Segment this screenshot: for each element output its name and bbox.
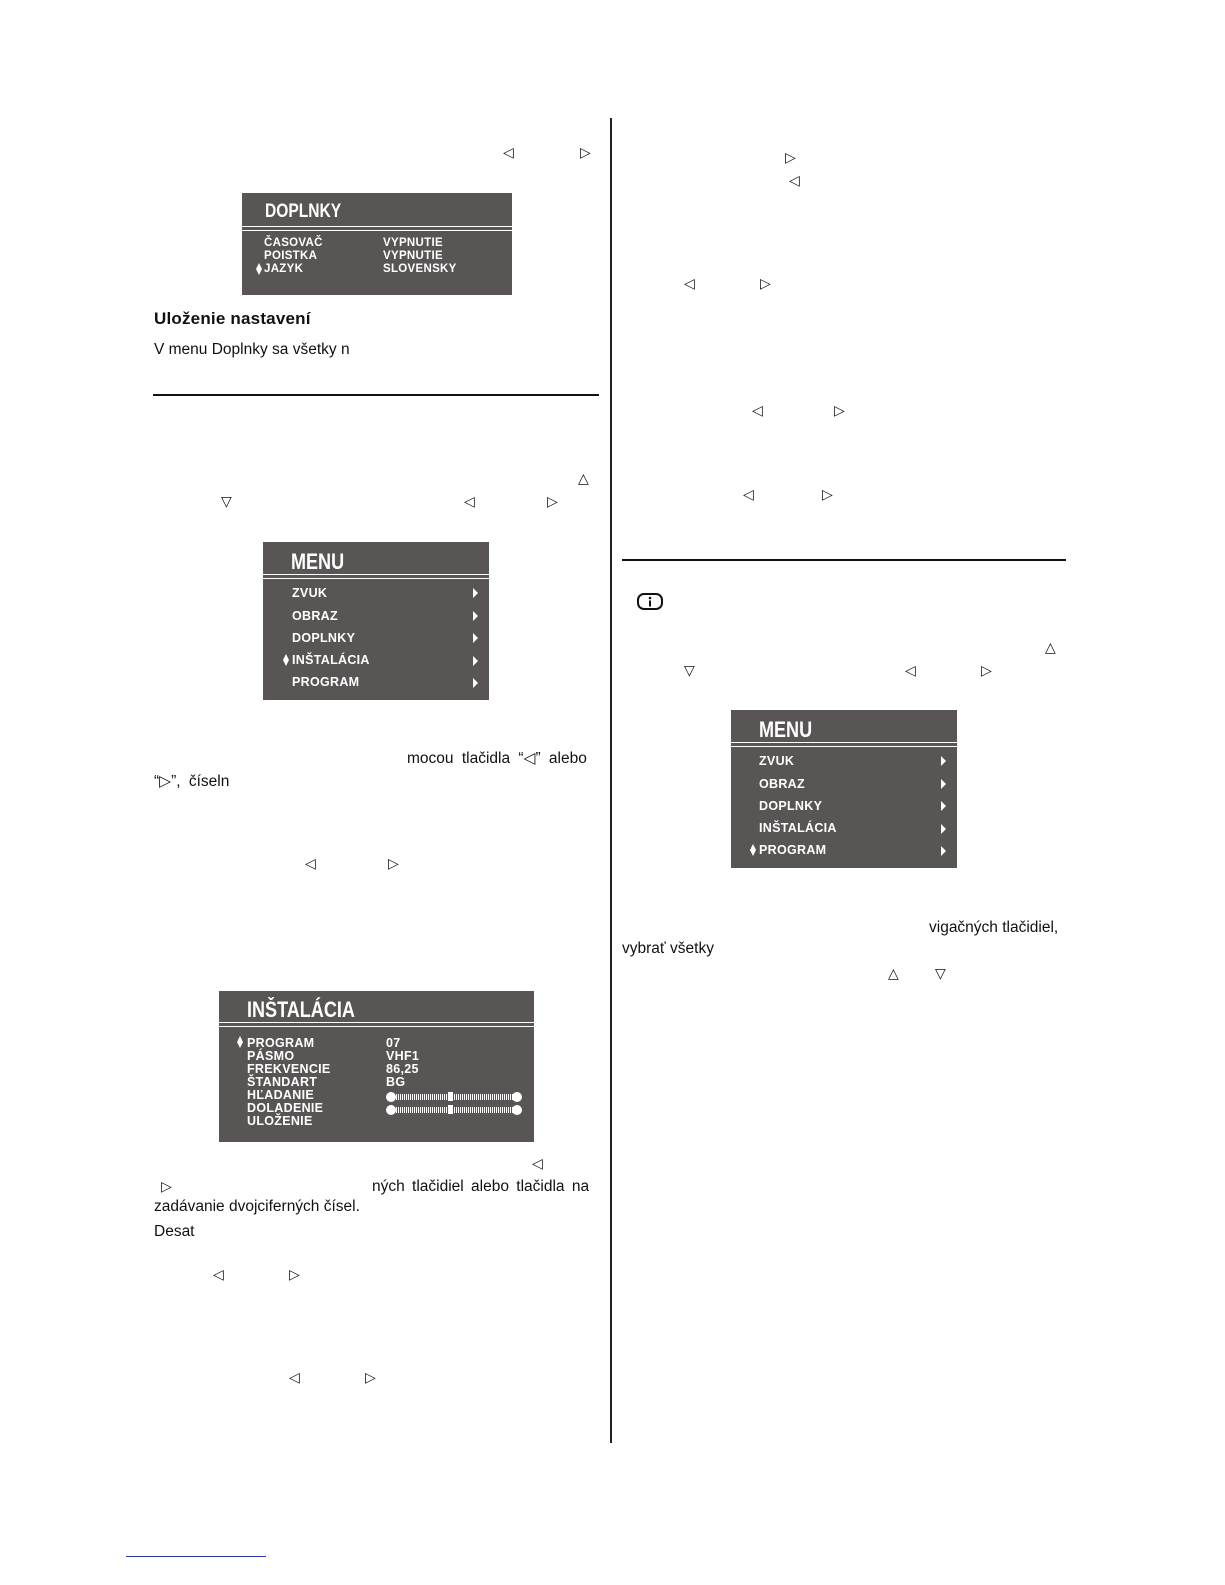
slider-minus-cap-icon [386, 1105, 396, 1115]
osd-item-value: VYPNUTIE [383, 250, 443, 262]
menu-item-doplnky: DOPLNKY [759, 799, 823, 813]
slider-plus-cap-icon [512, 1105, 522, 1115]
down-arrow-icon: ▽ [221, 494, 232, 510]
osd-instalacia [219, 991, 534, 1142]
menu-item-obraz: OBRAZ [292, 609, 338, 623]
osd-item-label: ČASOVAČ [264, 237, 323, 249]
osd-title: INŠTALÁCIA [247, 997, 355, 1022]
left-arrow-icon: ◁ [743, 487, 754, 503]
osd-menu-program-selected [731, 710, 957, 868]
search-slider [386, 1092, 522, 1102]
section-rule-right [622, 559, 1066, 561]
menu-item-program: PROGRAM [759, 843, 827, 857]
paragraph: vigačných tlačidiel, [929, 919, 1059, 936]
osd-title: MENU [759, 717, 813, 742]
left-arrow-icon: ◁ [752, 403, 763, 419]
left-arrow-icon: ◁ [789, 173, 800, 189]
menu-item-zvuk: ZVUK [292, 586, 328, 600]
osd-doplnky [242, 193, 512, 295]
right-arrow-icon: ▷ [388, 856, 399, 872]
install-item-value: VHF1 [386, 1049, 420, 1063]
right-arrow-icon: ▷ [289, 1267, 300, 1283]
left-arrow-icon: ◁ [684, 276, 695, 292]
install-item-label: ULOŽENIE [247, 1114, 313, 1128]
left-arrow-icon: ◁ [532, 1156, 543, 1172]
up-arrow-icon: △ [578, 471, 589, 487]
osd-title: MENU [291, 549, 345, 574]
osd-item-label: POISTKA [264, 250, 318, 262]
selection-cursor-icon [256, 263, 262, 275]
osd-item-value: VYPNUTIE [383, 237, 443, 249]
selection-cursor-icon [750, 844, 756, 856]
paragraph: Desat [154, 1223, 195, 1240]
submenu-arrow-icon [473, 656, 478, 666]
right-arrow-icon: ▷ [834, 403, 845, 419]
install-item-value: 86,25 [386, 1062, 419, 1076]
submenu-arrow-icon [941, 756, 946, 766]
down-arrow-icon: ▽ [684, 663, 695, 679]
right-arrow-icon: ▷ [365, 1370, 376, 1386]
submenu-arrow-icon [473, 611, 478, 621]
slider-plus-cap-icon [512, 1092, 522, 1102]
paragraph: mocou tlačidla “◁” alebo [407, 750, 587, 767]
paragraph: vybrať všetky [622, 940, 714, 957]
slider-thumb [447, 1091, 454, 1102]
right-arrow-icon: ▷ [981, 663, 992, 679]
paragraph: zadávanie dvojciferných čísel. [154, 1198, 360, 1215]
paragraph: V menu Doplnky sa všetky n [154, 341, 350, 358]
right-arrow-icon: ▷ [785, 150, 796, 166]
submenu-arrow-icon [941, 824, 946, 834]
submenu-arrow-icon [473, 678, 478, 688]
submenu-arrow-icon [473, 633, 478, 643]
paragraph: “▷”, číseln [154, 773, 230, 790]
install-item-label: DOLADENIE [247, 1101, 324, 1115]
up-arrow-icon: △ [1045, 640, 1056, 656]
install-item-value: BG [386, 1075, 406, 1089]
install-item-label: ŠTANDART [247, 1075, 318, 1089]
install-item-label: PROGRAM [247, 1036, 315, 1050]
left-arrow-icon: ◁ [305, 856, 316, 872]
right-arrow-icon: ▷ [822, 487, 833, 503]
left-arrow-icon: ◁ [213, 1267, 224, 1283]
install-item-value: 07 [386, 1036, 401, 1050]
submenu-arrow-icon [941, 801, 946, 811]
menu-item-instalacia: INŠTALÁCIA [292, 653, 370, 667]
menu-item-instalacia: INŠTALÁCIA [759, 821, 837, 835]
down-arrow-icon: ▽ [935, 966, 946, 982]
menu-item-program: PROGRAM [292, 675, 360, 689]
left-arrow-icon: ◁ [289, 1370, 300, 1386]
osd-item-value: SLOVENSKY [383, 263, 457, 275]
finetune-slider [386, 1105, 522, 1115]
submenu-arrow-icon [473, 588, 478, 598]
install-item-label: PÁSMO [247, 1049, 295, 1063]
left-arrow-icon: ◁ [905, 663, 916, 679]
selection-cursor-icon [237, 1036, 243, 1048]
submenu-arrow-icon [941, 846, 946, 856]
selection-cursor-icon [283, 654, 289, 666]
menu-item-zvuk: ZVUK [759, 754, 795, 768]
up-arrow-icon: △ [888, 966, 899, 982]
right-arrow-icon: ▷ [547, 494, 558, 510]
install-item-label: FREKVENCIE [247, 1062, 331, 1076]
slider-minus-cap-icon [386, 1092, 396, 1102]
right-arrow-icon: ▷ [161, 1179, 172, 1195]
osd-menu-installation-selected [263, 542, 489, 700]
info-button-icon [637, 593, 663, 610]
right-arrow-icon: ▷ [580, 145, 591, 161]
left-arrow-icon: ◁ [464, 494, 475, 510]
section-rule-left [153, 394, 599, 396]
osd-item-label: JAZYK [264, 263, 304, 275]
install-item-label: HĽADANIE [247, 1088, 314, 1102]
osd-title: DOPLNKY [265, 201, 342, 222]
right-arrow-icon: ▷ [760, 276, 771, 292]
footer-link-underline [126, 1556, 266, 1557]
paragraph: ných tlačidiel alebo tlačidla na [372, 1178, 590, 1195]
submenu-arrow-icon [941, 779, 946, 789]
menu-item-obraz: OBRAZ [759, 777, 805, 791]
slider-thumb [447, 1104, 454, 1115]
section-heading: Uloženie nastavení [154, 309, 311, 328]
menu-item-doplnky: DOPLNKY [292, 631, 356, 645]
column-divider [610, 118, 612, 1443]
left-arrow-icon: ◁ [503, 145, 514, 161]
